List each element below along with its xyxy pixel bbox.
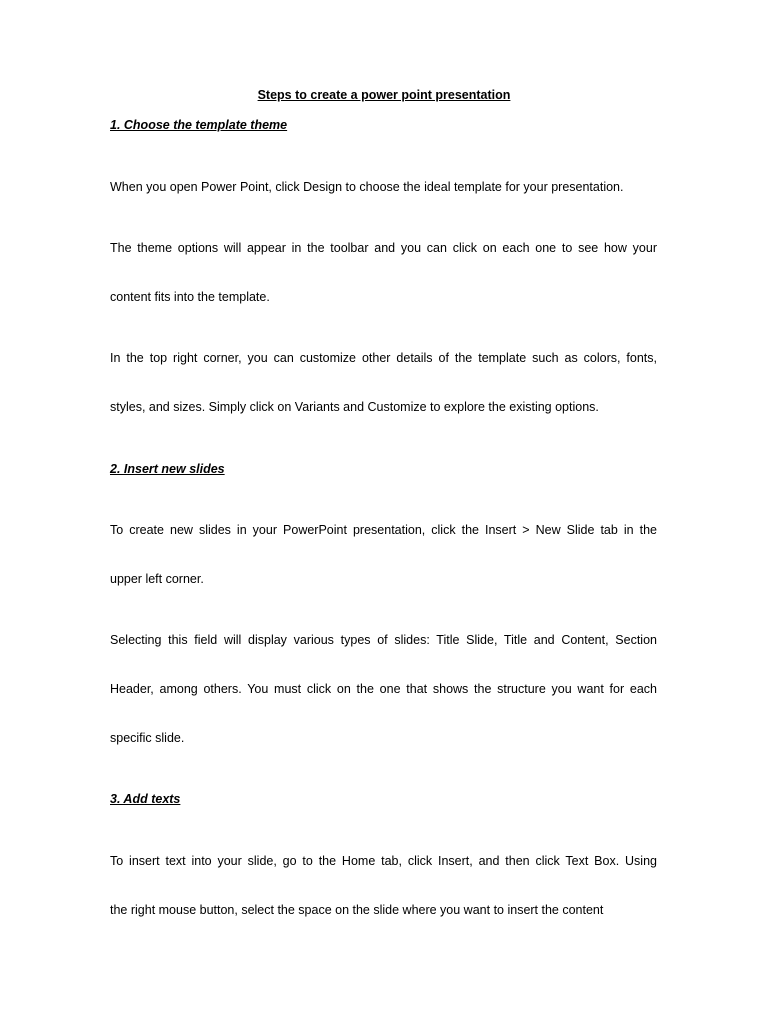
document-title: Steps to create a power point presentation xyxy=(257,88,511,102)
paragraph-line: specific slide. xyxy=(110,731,185,745)
paragraph-line: When you open Power Point, click Design to choose the ideal template for your presentation. xyxy=(110,180,624,194)
paragraph-line: In the top right corner, you can customize other details of the template such as colors, fonts, xyxy=(110,351,657,365)
paragraph-line: upper left corner. xyxy=(110,572,204,586)
paragraph-line: content fits into the template. xyxy=(110,290,270,304)
section-heading-3: 3. Add texts xyxy=(110,792,181,806)
section-heading-2: 2. Insert new slides xyxy=(110,462,225,476)
paragraph-line: The theme options will appear in the toolbar and you can click on each one to see how your xyxy=(110,241,657,255)
paragraph-line: Header, among others. You must click on the one that shows the structure you want for each xyxy=(110,682,657,696)
section-heading-1: 1. Choose the template theme xyxy=(110,118,288,132)
paragraph-line: Selecting this field will display various types of slides: Title Slide, Title and Content, Section xyxy=(110,633,657,647)
paragraph-line: To create new slides in your PowerPoint presentation, click the Insert > New Slide tab in the xyxy=(110,523,657,537)
paragraph-line: the right mouse button, select the space on the slide where you want to insert the content xyxy=(110,903,604,917)
paragraph-line: styles, and sizes. Simply click on Variants and Customize to explore the existing options. xyxy=(110,400,599,414)
paragraph-line: To insert text into your slide, go to the Home tab, click Insert, and then click Text Box. Using xyxy=(110,854,657,868)
